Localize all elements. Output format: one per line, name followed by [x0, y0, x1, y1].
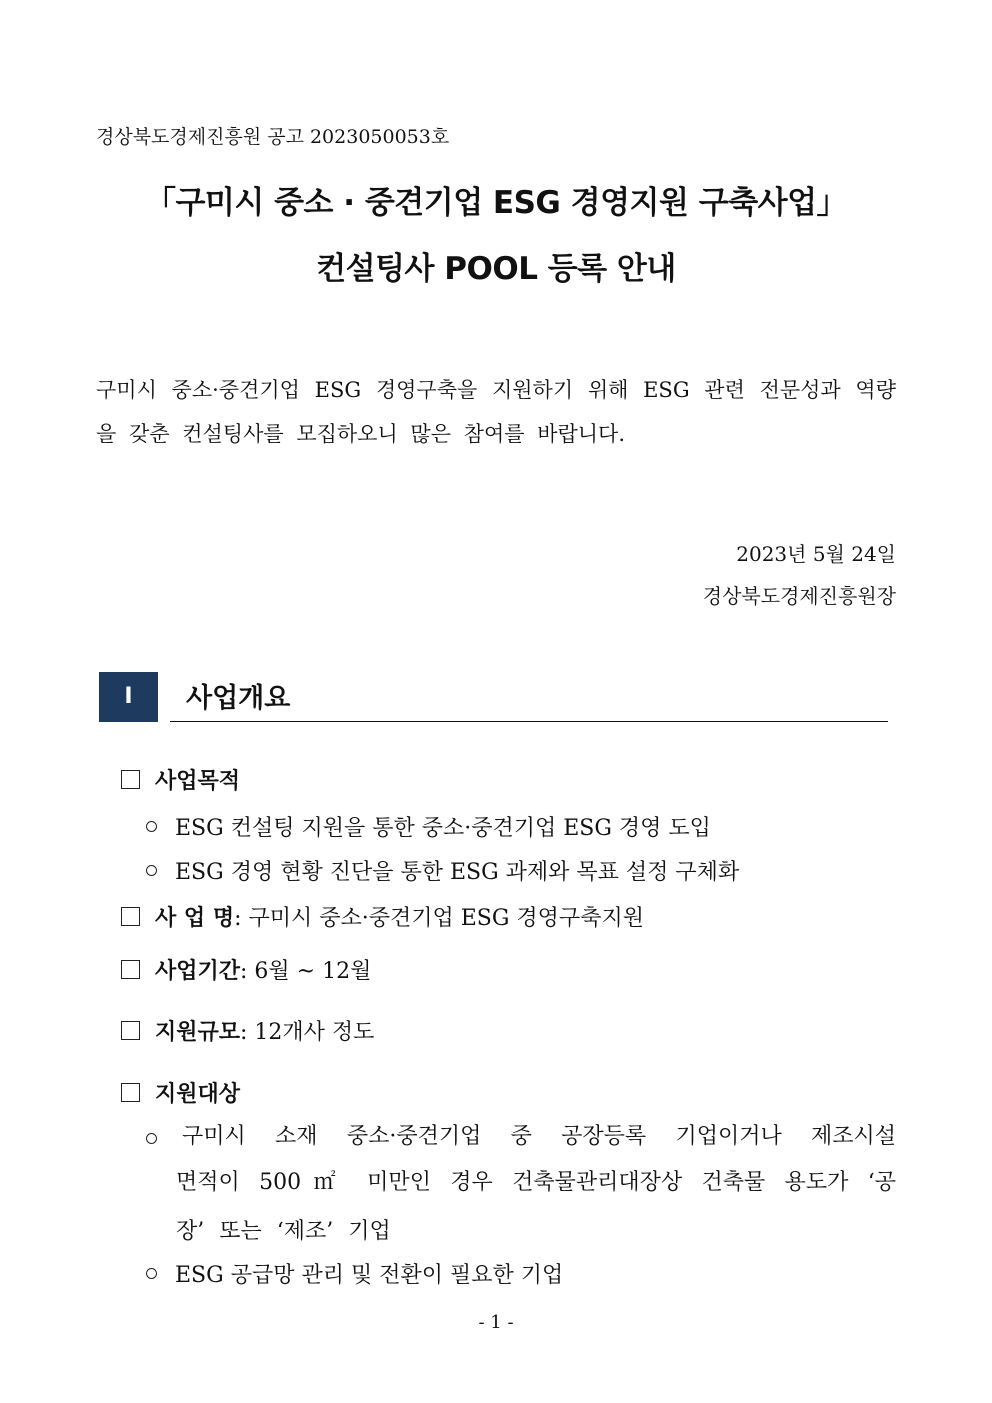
- business-period-row: [121, 954, 371, 985]
- support-target-item-text: ESG 공급망 관리 및 전환이 필요한 기업: [175, 1263, 564, 1288]
- circle-bullet-icon: [146, 1268, 157, 1279]
- purpose-item: [146, 855, 739, 886]
- checkbox-square-icon: [121, 960, 140, 979]
- support-target-item-line2: 면적이 500㎡ 미만인 경우 건축물관리대장상 건축물 용도가 ‘공: [176, 1170, 896, 1195]
- notice-date: 2023년 5월 24일: [736, 542, 896, 566]
- business-period-value: : 6월 ~ 12월: [240, 959, 372, 984]
- support-target-item: [146, 1258, 563, 1289]
- checkbox-square-icon: [121, 770, 140, 789]
- purpose-heading: 사업목적: [155, 769, 241, 794]
- section-number-badge: Ⅰ: [99, 672, 158, 722]
- support-target-item-line3: 장’ 또는 ‘제조’ 기업: [176, 1219, 391, 1244]
- notice-number: 경상북도경제진흥원 공고 2023050053호: [96, 126, 450, 148]
- purpose-heading-row: [121, 764, 240, 795]
- business-name-row: [121, 901, 644, 932]
- support-target-heading: 지원대상: [155, 1082, 241, 1107]
- document-title-line1: 「구미시 중소 · 중견기업 ESG 경영지원 구축사업」: [144, 185, 848, 221]
- purpose-item-text: ESG 컨설팅 지원을 통한 중소·중견기업 ESG 경영 도입: [175, 816, 711, 841]
- support-scale-label: 지원규모: [155, 1020, 241, 1045]
- circle-bullet-icon: [146, 1133, 157, 1144]
- circle-bullet-icon: [146, 865, 157, 876]
- support-scale-row: [121, 1015, 374, 1046]
- purpose-item-text: ESG 경영 현황 진단을 통한 ESG 과제와 목표 설정 구체화: [175, 860, 740, 885]
- page-number: - 1 -: [478, 1312, 514, 1333]
- business-name-value: : 구미시 중소·중견기업 ESG 경영구축지원: [234, 906, 644, 931]
- section-underline: [170, 721, 888, 722]
- checkbox-square-icon: [121, 1021, 140, 1040]
- document-title-line2: 컨설팅사 POOL 등록 안내: [316, 251, 676, 287]
- section-title: 사업개요: [186, 683, 291, 714]
- circle-bullet-icon: [146, 821, 157, 832]
- support-scale-value: : 12개사 정도: [240, 1020, 375, 1045]
- issuer-signature: 경상북도경제진흥원장: [702, 584, 896, 608]
- intro-paragraph: 구미시 중소·중견기업 ESG 경영구축을 지원하기 위해 ESG 관련 전문성과 역량을 갖춘 컨설팅사를 모집하오니 많은 참여를 바랍니다.: [96, 378, 896, 446]
- checkbox-square-icon: [121, 1083, 140, 1102]
- support-target-item-line1: 구미시 소재 중소·중견기업 중 공장등록 기업이거나 제조시설: [182, 1124, 896, 1149]
- checkbox-square-icon: [121, 907, 140, 926]
- support-target-heading-row: [121, 1077, 240, 1108]
- purpose-item: [146, 811, 711, 842]
- business-name-label: 사 업 명: [155, 906, 235, 931]
- business-period-label: 사업기간: [155, 959, 241, 984]
